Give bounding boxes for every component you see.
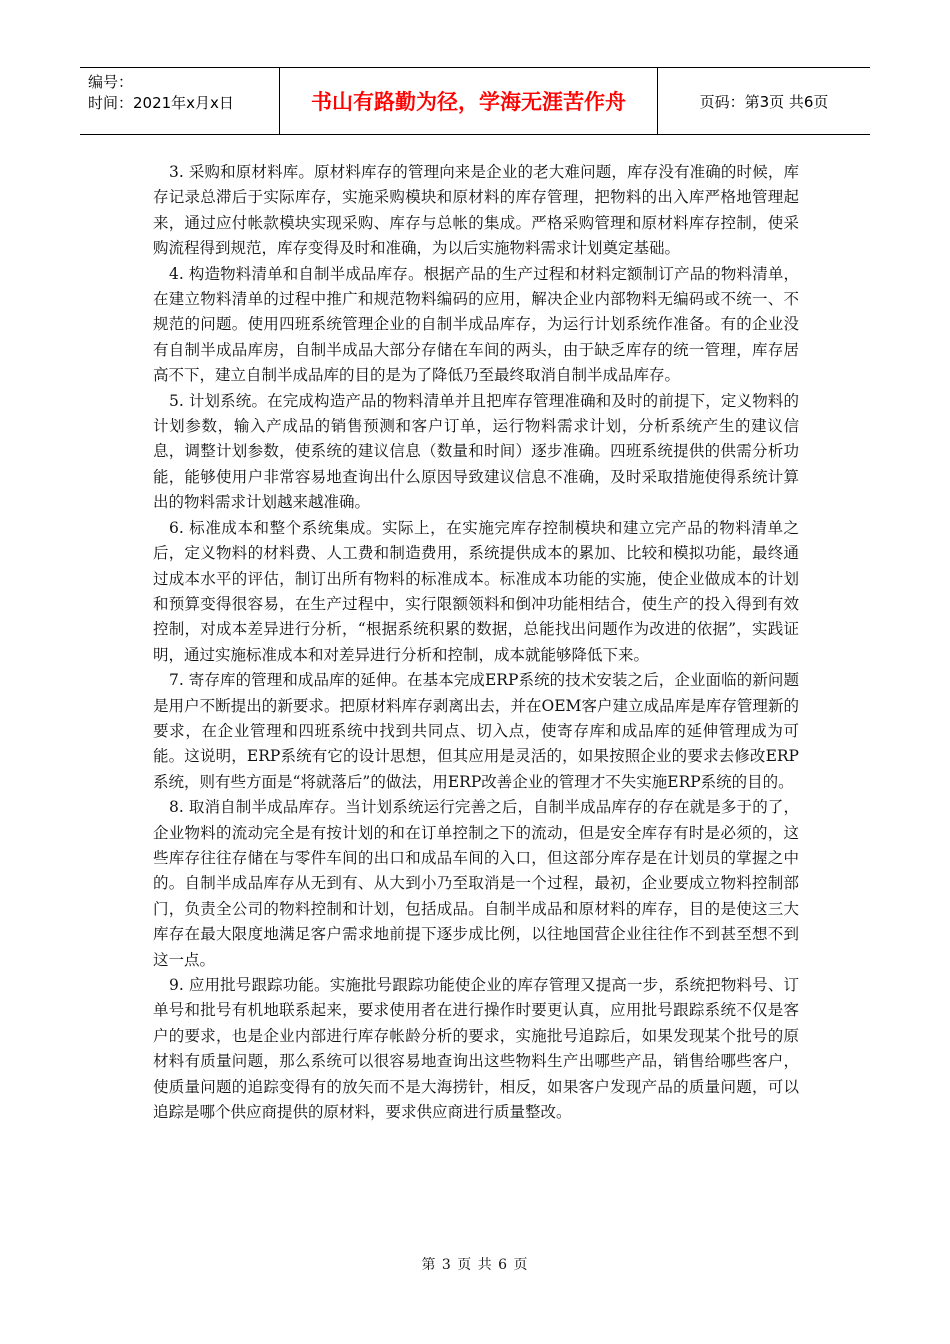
paragraph-9: 9. 应用批号跟踪功能。实施批号跟踪功能使企业的库存管理又提高一步，系统把物料号、订单号和批号有机地联系起来，要求使用者在进行操作时要更认真，应用批号跟踪系统不仅是客户的要求，也是企业内部进行库存帐龄分析的要求，实施批号追踪后，如果发现某个批号的原材料有质量问题，那么系统可以很容易地查询出这些物料生产出哪些产品，销售给哪些客户，使质量问题的追踪变得有的放矢而不是大海捞针，相反，如果客户发现产品的质量问题，可以追踪是哪个供应商提供的原材料，要求供应商进行质量整改。: [153, 976, 799, 1122]
paragraph-6: 6. 标准成本和整个系统集成。实际上，在实施完库存控制模块和建立完产品的物料清单之后，定义物料的材料费、人工费和制造费用，系统提供成本的累加、比较和模拟功能，最终通过成本水平的评估，制订出所有物料的标准成本。标准成本功能的实施，使企业做成本的计划和预算变得很容易，在生产过程中，实行限额领料和倒冲功能相结合，使生产的投入得到有效控制，对成本差异进行分析，“根据系统积累的数据，总能找出问题作为改进的依据”，实践证明，通过实施标准成本和对差异进行分析和控制，成本就能够降低下来。: [153, 518, 799, 664]
paragraph-4: 4. 构造物料清单和自制半成品库存。根据产品的生产过程和材料定额制订产品的物料清单，在建立物料清单的过程中推广和规范物料编码的应用，解决企业内部物料无编码或不统一、不规范的问题。使用四班系统管理企业的自制半成品库存，为运行计划系统作准备。有的企业没有自制半成品库房，自制半成品大部分存储在车间的两头，由于缺乏库存的统一管理，库存居高不下，建立自制半成品库的目的是为了降低乃至最终取消自制半成品库存。: [153, 264, 799, 385]
header-motto: 书山有路勤为径，学海无涯苦作舟: [280, 68, 658, 134]
page-footer: 第 3 页 共 6 页: [421, 1257, 529, 1273]
paragraph-3: 3. 采购和原材料库。原材料库存的管理向来是企业的老大难问题，库存没有准确的时候，库存记录总滞后于实际库存，实施采购模块和原材料的库存管理，把物料的出入库严格地管理起来，通过应付帐款模块实现采购、库存与总帐的集成。严格采购管理和原材料库存控制，使采购流程得到规范，库存变得及时和准确，为以后实施物料需求计划奠定基础。: [153, 163, 799, 258]
document-body: [153, 160, 799, 1125]
document-time-label: 时间：2021年x月x日: [88, 94, 234, 112]
document-number-label: 编号：: [88, 73, 134, 91]
paragraph-7: 7. 寄存库的管理和成品库的延伸。在基本完成ERP系统的技术安装之后，企业面临的新问题是用户不断提出的新要求。把原材料库存剥离出去，并在OEM客户建立成品库是库存管理新的要求，在企业管理和四班系统中找到共同点、切入点，使寄存库和成品库的延伸管理成为可能。这说明，ERP系统有它的设计思想，但其应用是灵活的，如果按照企业的要求去修改ERP系统，则有些方面是“将就落后”的做法，用ERP改善企业的管理才不失实施ERP系统的目的。: [153, 671, 799, 791]
paragraph-5: 5. 计划系统。在完成构造产品的物料清单并且把库存管理准确和及时的前提下，定义物料的计划参数，输入产成品的销售预测和客户订单，运行物料需求计划，分析系统产生的建议信息，调整计划参数，使系统的建议信息（数量和时间）逐步准确。四班系统提供的供需分析功能，能够使用户非常容易地查询出什么原因导致建议信息不准确，及时采取措施使得系统计算出的物料需求计划越来越准确。: [153, 391, 799, 512]
paragraph-8: 8. 取消自制半成品库存。当计划系统运行完善之后，自制半成品库存的存在就是多于的了，企业物料的流动完全是有按计划的和在订单控制之下的流动，但是安全库存有时是必须的，这些库存往往存储在与零件车间的出口和成品车间的入口，但这部分库存是在计划员的掌握之中的。自制半成品库存从无到有、从大到小乃至取消是一个过程，最初，企业要成立物料控制部门，负责全公司的物料控制和计划，包括成品。自制半成品和原材料的库存，目的是使这三大库存在最大限度地满足客户需求地前提下逐步成比例，以往地国营企业往往作不到甚至想不到这一点。: [153, 798, 799, 969]
header-page-info: 页码：第3页 共6页: [699, 92, 829, 111]
header-meta: [80, 68, 280, 134]
page-header: [80, 67, 870, 135]
